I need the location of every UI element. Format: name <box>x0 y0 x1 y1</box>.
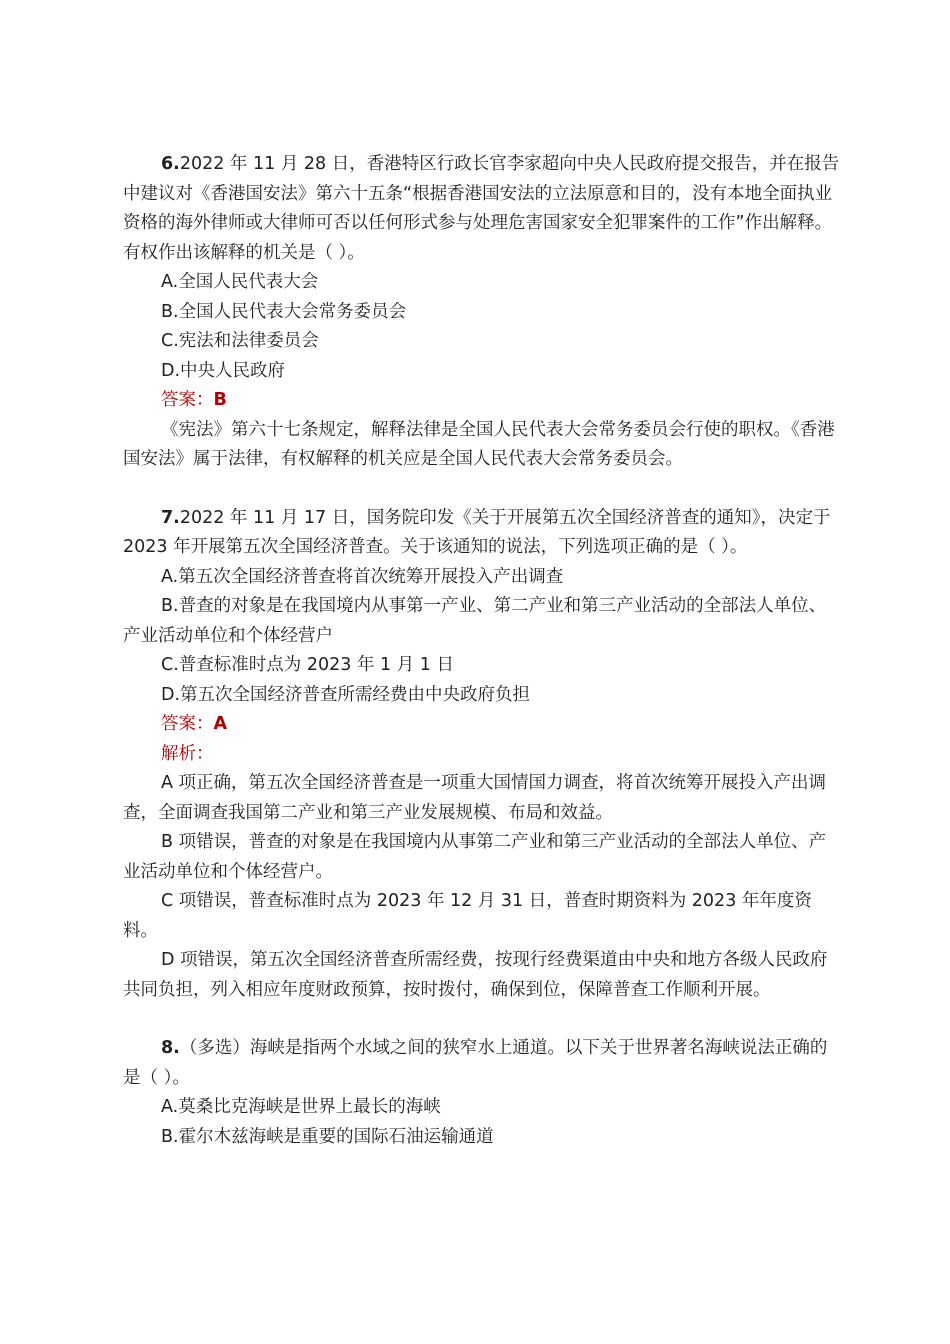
question-stem: 8.（多选）海峡是指两个水域之间的狭窄水上通道。以下关于世界著名海峡说法正确的是（ ）。 <box>123 1038 828 1088</box>
option-a: A.全国人民代表大会 <box>161 272 319 292</box>
question-number: 8. <box>161 1038 180 1058</box>
option-b: B.全国人民代表大会常务委员会 <box>161 301 407 322</box>
explanation-text: 《宪法》第六十七条规定，解释法律是全国人民代表大会常务委员会行使的职权。《香港国安法》属于法律，有权解释的机关应是全国人民代表大会常务委员会。 <box>123 419 835 469</box>
option-c: C.宪法和法律委员会 <box>161 331 319 351</box>
answer-value: A <box>213 714 228 734</box>
question-number: 6. <box>161 154 180 174</box>
option-d: D.第五次全国经济普查所需经费由中央政府负担 <box>161 684 531 705</box>
analysis-label: 解析： <box>161 743 214 764</box>
spacer <box>123 1005 843 1034</box>
question-7 <box>123 504 843 1006</box>
explanation-d: D 项错误，第五次全国经济普查所需经费，按现行经费渠道由中央和地方各级人民政府共同负担，列入相应年度财政预算，按时拨付，确保到位，保障普查工作顺利开展。 <box>123 950 828 1000</box>
question-number: 7. <box>161 507 180 528</box>
question-6 <box>123 150 843 475</box>
option-a: A.莫桑比克海峡是世界上最长的海峡 <box>161 1097 441 1117</box>
answer-value: B <box>213 390 227 410</box>
option-d: D.中央人民政府 <box>161 360 286 381</box>
explanation-c: C 项错误，普查标准时点为 2023 年 12 月 31 日，普查时期资料为 2023 年年度资料。 <box>123 891 812 941</box>
option-c: C.普查标准时点为 2023 年 1 月 1 日 <box>161 655 454 675</box>
answer-line: 答案：B <box>161 390 227 410</box>
document-page <box>123 150 843 1152</box>
option-a: A.第五次全国经济普查将首次统筹开展投入产出调查 <box>161 566 564 587</box>
option-b: B.霍尔木兹海峡是重要的国际石油运输通道 <box>161 1126 494 1147</box>
option-b: B.普查的对象是在我国境内从事第一产业、第二产业和第三产业活动的全部法人单位、产业活动单位和个体经营户 <box>123 596 827 646</box>
spacer <box>123 475 843 504</box>
answer-line: 答案：A <box>161 714 228 734</box>
question-stem: 7.2022 年 11 月 17 日，国务院印发《关于开展第五次全国经济普查的通知》，决定于 2023 年开展第五次全国经济普查。关于该通知的说法，下列选项正确的是（ ）。 <box>123 507 831 557</box>
question-8 <box>123 1034 843 1152</box>
explanation-b: B 项错误，普查的对象是在我国境内从事第二产业和第三产业活动的全部法人单位、产业活动单位和个体经营户。 <box>123 832 827 882</box>
question-stem: 6.2022 年 11 月 28 日，香港特区行政长官李家超向中央人民政府提交报告，并在报告中建议对《香港国安法》第六十五条“根据香港国安法的立法原意和目的，没有本地全面执业资格的海外律师或大律师可否以任何形式参与处理危害国家安全犯罪案件的工作”作出解释。有权作出该解释的机关是（ ）。 <box>123 154 840 263</box>
explanation-a: A 项正确，第五次全国经济普查是一项重大国情国力调查，将首次统筹开展投入产出调查，全面调查我国第二产业和第三产业发展规模、布局和效益。 <box>123 773 827 823</box>
